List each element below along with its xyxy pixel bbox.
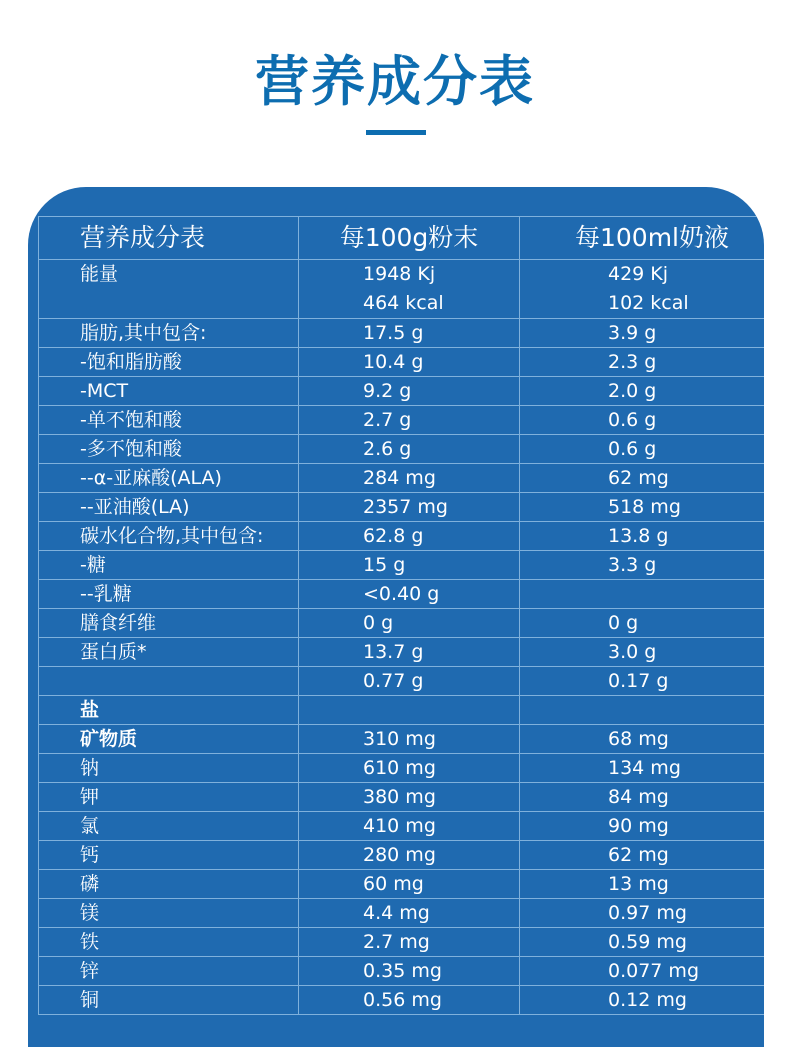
table-row	[39, 696, 765, 725]
per-100g-value: 0 g	[299, 609, 520, 638]
per-100ml-value: 0.077 mg	[520, 957, 765, 986]
per-100g-value: 9.2 g	[299, 377, 520, 406]
nutrient-name: 钙	[39, 841, 299, 870]
nutrient-name: 钠	[39, 754, 299, 783]
per-100g-value: 2357 mg	[299, 493, 520, 522]
nutrient-name	[39, 667, 299, 696]
nutrient-name: 脂肪,其中包含:	[39, 319, 299, 348]
per-100g-value: 2.6 g	[299, 435, 520, 464]
per-100g-value: 2.7 mg	[299, 928, 520, 957]
table-row	[39, 260, 765, 319]
nutrient-name: -单不饱和酸	[39, 406, 299, 435]
nutrient-name: 膳食纤维	[39, 609, 299, 638]
table-row	[39, 957, 765, 986]
table-row	[39, 899, 765, 928]
per-100ml-value: 84 mg	[520, 783, 765, 812]
nutrient-name: 镁	[39, 899, 299, 928]
per-100g-value: 4.4 mg	[299, 899, 520, 928]
per-100g-value: 60 mg	[299, 870, 520, 899]
per-100g-value	[299, 260, 520, 319]
per-100ml-value-line-1: 429 Kj	[608, 263, 669, 285]
nutrient-name: 氯	[39, 812, 299, 841]
per-100ml-value: 0.12 mg	[520, 986, 765, 1015]
per-100g-value: 10.4 g	[299, 348, 520, 377]
table-row	[39, 841, 765, 870]
header-per-100ml-milk: 每100ml奶液	[520, 217, 765, 260]
nutrient-name: -饱和脂肪酸	[39, 348, 299, 377]
table-row	[39, 812, 765, 841]
table-row	[39, 783, 765, 812]
nutrient-name: --乳糖	[39, 580, 299, 609]
nutrition-table	[38, 216, 764, 1015]
per-100g-value: 0.56 mg	[299, 986, 520, 1015]
nutrition-panel	[28, 187, 764, 1047]
per-100ml-value-line-2: 102 kcal	[608, 292, 689, 314]
table-row	[39, 580, 765, 609]
nutrient-name: --亚油酸(LA)	[39, 493, 299, 522]
per-100ml-value: 13 mg	[520, 870, 765, 899]
table-row	[39, 435, 765, 464]
table-row	[39, 986, 765, 1015]
page-title: 营养成分表	[255, 50, 535, 113]
table-row	[39, 551, 765, 580]
per-100g-value: 410 mg	[299, 812, 520, 841]
per-100ml-value: 90 mg	[520, 812, 765, 841]
table-row	[39, 609, 765, 638]
table-row	[39, 522, 765, 551]
per-100ml-value	[520, 260, 765, 319]
per-100g-value: 284 mg	[299, 464, 520, 493]
per-100ml-value: 3.0 g	[520, 638, 765, 667]
per-100ml-value: 134 mg	[520, 754, 765, 783]
nutrient-name: -MCT	[39, 377, 299, 406]
per-100g-value	[299, 696, 520, 725]
per-100ml-value: 0 g	[520, 609, 765, 638]
per-100g-value: 280 mg	[299, 841, 520, 870]
nutrient-name: 碳水化合物,其中包含:	[39, 522, 299, 551]
per-100ml-value: 0.6 g	[520, 435, 765, 464]
per-100g-value: 2.7 g	[299, 406, 520, 435]
per-100ml-value	[520, 696, 765, 725]
per-100g-value: 310 mg	[299, 725, 520, 754]
per-100ml-value: 13.8 g	[520, 522, 765, 551]
nutrient-name: 蛋白质*	[39, 638, 299, 667]
per-100ml-value: 62 mg	[520, 464, 765, 493]
per-100ml-value: 62 mg	[520, 841, 765, 870]
per-100g-value: 17.5 g	[299, 319, 520, 348]
per-100ml-value: 3.9 g	[520, 319, 765, 348]
per-100ml-value: 3.3 g	[520, 551, 765, 580]
table-row	[39, 348, 765, 377]
per-100ml-value: 518 mg	[520, 493, 765, 522]
per-100ml-value	[520, 580, 765, 609]
nutrient-name: 锌	[39, 957, 299, 986]
per-100g-value: 62.8 g	[299, 522, 520, 551]
table-row	[39, 754, 765, 783]
table-row	[39, 493, 765, 522]
per-100ml-value: 2.3 g	[520, 348, 765, 377]
per-100g-value: 380 mg	[299, 783, 520, 812]
per-100g-value: 15 g	[299, 551, 520, 580]
nutrient-name: -糖	[39, 551, 299, 580]
nutrient-name: 磷	[39, 870, 299, 899]
per-100ml-value: 2.0 g	[520, 377, 765, 406]
table-row	[39, 638, 765, 667]
per-100ml-value: 0.17 g	[520, 667, 765, 696]
nutrient-name: 矿物质	[39, 725, 299, 754]
table-row	[39, 725, 765, 754]
nutrient-name: --α-亚麻酸(ALA)	[39, 464, 299, 493]
per-100g-value: 610 mg	[299, 754, 520, 783]
table-row	[39, 406, 765, 435]
per-100ml-value: 0.6 g	[520, 406, 765, 435]
nutrient-name: 盐	[39, 696, 299, 725]
nutrient-name: 铜	[39, 986, 299, 1015]
nutrient-name: -多不饱和酸	[39, 435, 299, 464]
nutrient-name: 铁	[39, 928, 299, 957]
per-100g-value: <0.40 g	[299, 580, 520, 609]
per-100g-value-line-2: 464 kcal	[363, 292, 444, 314]
per-100ml-value: 68 mg	[520, 725, 765, 754]
per-100ml-value: 0.59 mg	[520, 928, 765, 957]
table-row	[39, 870, 765, 899]
per-100g-value: 13.7 g	[299, 638, 520, 667]
table-row	[39, 928, 765, 957]
per-100g-value-line-1: 1948 Kj	[363, 263, 436, 285]
nutrient-name: 能量	[39, 260, 299, 319]
title-underline	[366, 130, 426, 135]
header-per-100g-powder: 每100g粉末	[299, 217, 520, 260]
table-row	[39, 667, 765, 696]
table-header-row	[39, 217, 765, 260]
nutrient-name: 钾	[39, 783, 299, 812]
table-row	[39, 464, 765, 493]
table-row	[39, 377, 765, 406]
per-100g-value: 0.77 g	[299, 667, 520, 696]
table-row	[39, 319, 765, 348]
per-100g-value: 0.35 mg	[299, 957, 520, 986]
header-nutrient: 营养成分表	[39, 217, 299, 260]
per-100ml-value: 0.97 mg	[520, 899, 765, 928]
